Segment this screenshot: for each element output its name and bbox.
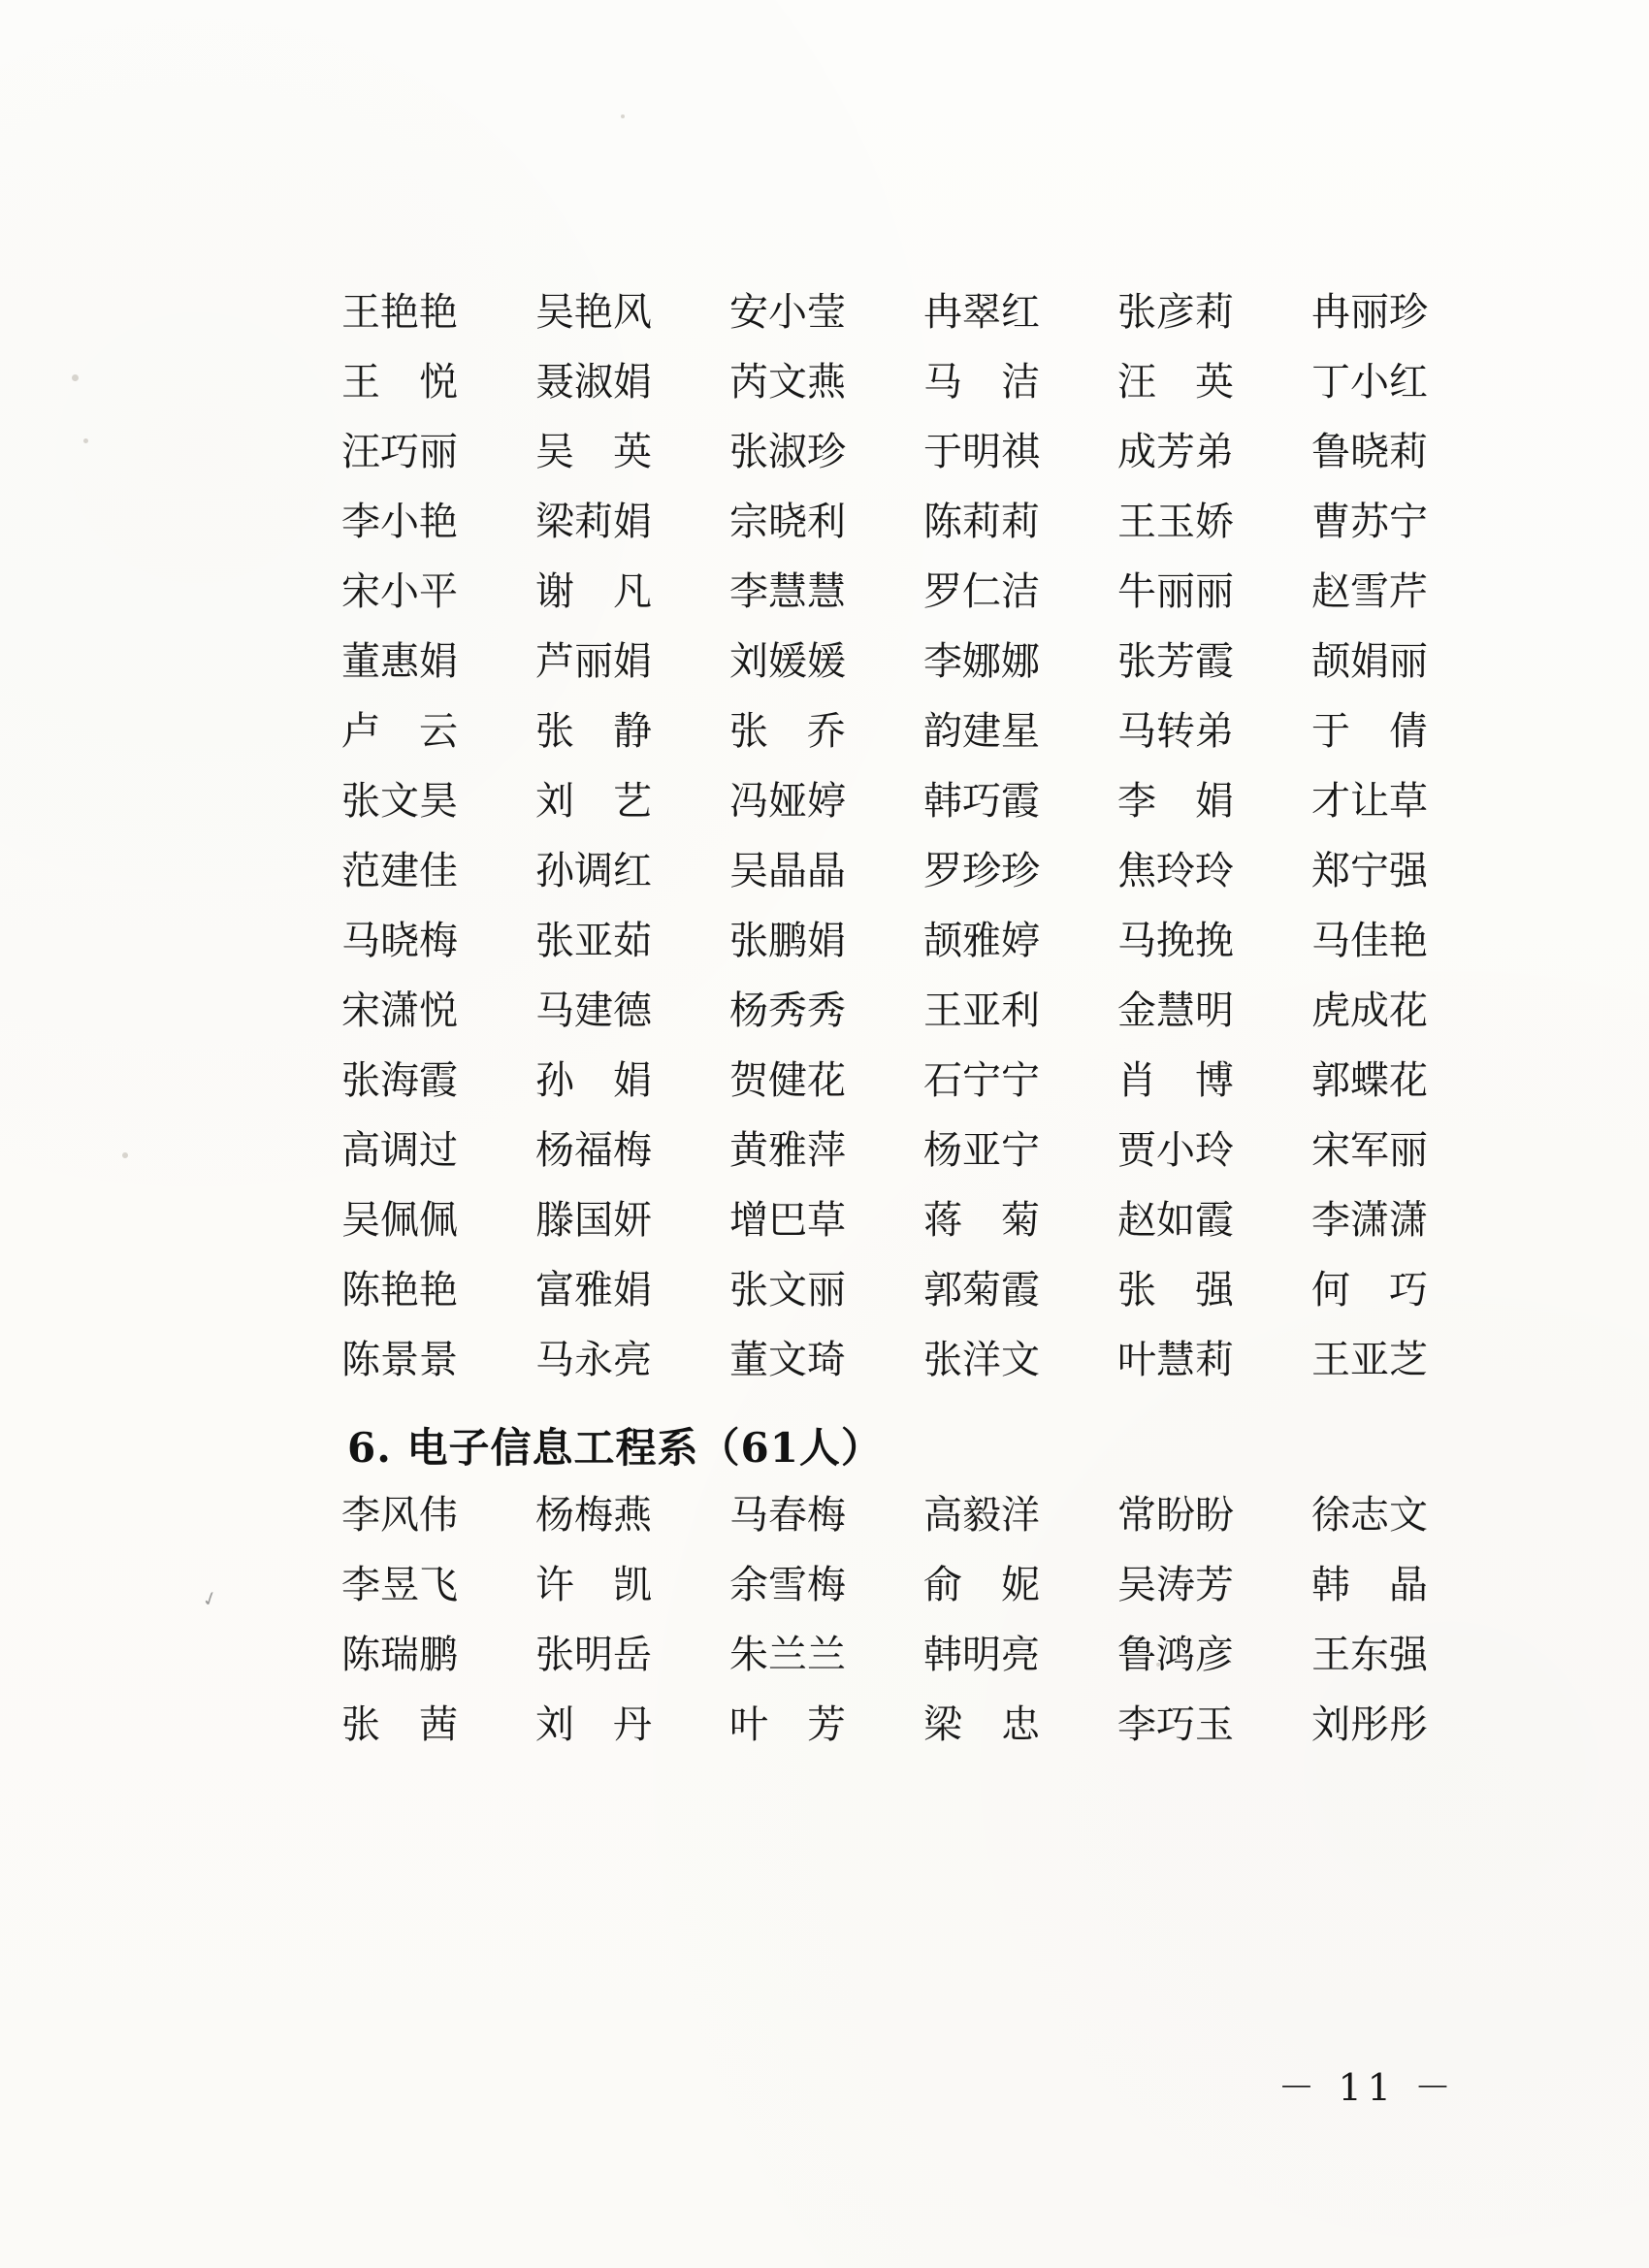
name-entry: 颉雅婷	[923, 919, 1040, 963]
name-entry: 何 巧	[1311, 1268, 1428, 1312]
name-entry: 虎成花	[1311, 988, 1428, 1033]
name-entry: 朱兰兰	[729, 1633, 846, 1677]
scan-speck	[122, 1152, 128, 1158]
name-entry: 谢 凡	[535, 569, 652, 614]
page-number: － 11 －	[1277, 2066, 1457, 2109]
name-entry: 李风伟	[341, 1493, 458, 1538]
name-entry: 聂淑娟	[535, 360, 652, 405]
name-entry: 贺健花	[729, 1058, 846, 1103]
name-entry: 吴涛芳	[1117, 1563, 1234, 1607]
name-entry: 马挽挽	[1117, 919, 1234, 963]
name-entry: 李昱飞	[341, 1563, 458, 1607]
name-entry: 范建佳	[341, 849, 458, 893]
name-list-continued	[341, 277, 1467, 1395]
pencil-mark: ✓	[198, 1584, 222, 1613]
name-entry: 郭蝶花	[1311, 1058, 1428, 1103]
name-entry: 增巴草	[729, 1198, 846, 1243]
name-entry: 赵雪芹	[1311, 569, 1428, 614]
name-entry: 李慧慧	[729, 569, 846, 614]
name-entry: 鲁鸿彦	[1117, 1633, 1234, 1677]
name-entry: 梁 忠	[923, 1702, 1040, 1747]
name-entry: 王东强	[1311, 1633, 1428, 1677]
scan-speck	[83, 438, 88, 443]
name-entry: 董文琦	[729, 1338, 846, 1382]
name-entry: 杨福梅	[535, 1128, 652, 1173]
name-entry: 石宁宁	[923, 1058, 1040, 1103]
name-entry: 董惠娟	[341, 639, 458, 684]
name-entry: 汪 英	[1117, 360, 1234, 405]
name-entry: 李 娟	[1117, 779, 1234, 824]
name-entry: 冉丽珍	[1311, 290, 1428, 335]
name-entry: 张彦莉	[1117, 290, 1234, 335]
name-entry: 张鹏娟	[729, 919, 846, 963]
name-entry: 颉娟丽	[1311, 639, 1428, 684]
name-entry: 张 茜	[341, 1702, 458, 1747]
name-entry: 宋军丽	[1311, 1128, 1428, 1173]
name-entry: 宋潇悦	[341, 988, 458, 1033]
name-entry: 叶慧莉	[1117, 1338, 1234, 1382]
name-entry: 杨亚宁	[923, 1128, 1040, 1173]
scan-speck	[621, 114, 625, 118]
name-entry: 陈莉莉	[923, 500, 1040, 544]
name-entry: 孙调红	[535, 849, 652, 893]
name-entry: 李娜娜	[923, 639, 1040, 684]
name-entry: 杨梅燕	[535, 1493, 652, 1538]
name-entry: 张洋文	[923, 1338, 1040, 1382]
name-entry: 张明岳	[535, 1633, 652, 1677]
name-entry: 韩明亮	[923, 1633, 1040, 1677]
name-entry: 张 乔	[729, 709, 846, 754]
name-entry: 卢 云	[341, 709, 458, 754]
name-entry: 刘媛媛	[729, 639, 846, 684]
name-entry: 马春梅	[729, 1493, 846, 1538]
name-entry: 吴晶晶	[729, 849, 846, 893]
name-entry: 赵如霞	[1117, 1198, 1234, 1243]
name-entry: 俞 妮	[923, 1563, 1040, 1607]
name-entry: 张 静	[535, 709, 652, 754]
name-entry: 陈瑞鹏	[341, 1633, 458, 1677]
name-entry: 刘 丹	[535, 1702, 652, 1747]
name-entry: 徐志文	[1311, 1493, 1428, 1538]
name-entry: 曹苏宁	[1311, 500, 1428, 544]
name-entry: 张文丽	[729, 1268, 846, 1312]
name-entry: 张 强	[1117, 1268, 1234, 1312]
name-entry: 韩 晶	[1311, 1563, 1428, 1607]
name-entry: 金慧明	[1117, 988, 1234, 1033]
name-entry: 李潇潇	[1311, 1198, 1428, 1243]
name-entry: 宋小平	[341, 569, 458, 614]
name-grid	[341, 1480, 1467, 1760]
name-entry: 马建德	[535, 988, 652, 1033]
name-entry: 张文昊	[341, 779, 458, 824]
name-entry: 王亚芝	[1311, 1338, 1428, 1382]
name-entry: 才让草	[1311, 779, 1428, 824]
name-entry: 芮文燕	[729, 360, 846, 405]
name-entry: 韩巧霞	[923, 779, 1040, 824]
name-entry: 张海霞	[341, 1058, 458, 1103]
name-entry: 许 凯	[535, 1563, 652, 1607]
name-entry: 蒋 菊	[923, 1198, 1040, 1243]
name-entry: 常盼盼	[1117, 1493, 1234, 1538]
name-entry: 于明祺	[923, 430, 1040, 474]
name-entry: 马 洁	[923, 360, 1040, 405]
name-entry: 高调过	[341, 1128, 458, 1173]
name-entry: 富雅娟	[535, 1268, 652, 1312]
name-entry: 叶 芳	[729, 1702, 846, 1747]
name-entry: 张亚茹	[535, 919, 652, 963]
name-entry: 冉翠红	[923, 290, 1040, 335]
name-entry: 高毅洋	[923, 1493, 1040, 1538]
name-entry: 罗仁洁	[923, 569, 1040, 614]
name-entry: 丁小红	[1311, 360, 1428, 405]
name-entry: 孙 娟	[535, 1058, 652, 1103]
name-entry: 肖 博	[1117, 1058, 1234, 1103]
name-grid	[341, 277, 1467, 1395]
name-entry: 陈景景	[341, 1338, 458, 1382]
name-entry: 刘彤彤	[1311, 1702, 1428, 1747]
name-list-section-6	[341, 1480, 1467, 1760]
document-body	[341, 277, 1467, 1760]
name-entry: 马永亮	[535, 1338, 652, 1382]
scan-speck	[72, 374, 79, 381]
name-entry: 芦丽娟	[535, 639, 652, 684]
name-entry: 马佳艳	[1311, 919, 1428, 963]
name-entry: 吴艳风	[535, 290, 652, 335]
section-heading-electronic-information: 6. 电子信息工程系（61人）	[347, 1424, 883, 1472]
name-entry: 马晓梅	[341, 919, 458, 963]
name-entry: 吴 英	[535, 430, 652, 474]
name-entry: 王 悦	[341, 360, 458, 405]
name-entry: 韵建星	[923, 709, 1040, 754]
name-entry: 黄雅萍	[729, 1128, 846, 1173]
name-entry: 王玉娇	[1117, 500, 1234, 544]
name-entry: 汪巧丽	[341, 430, 458, 474]
name-entry: 王亚利	[923, 988, 1040, 1033]
name-entry: 马转弟	[1117, 709, 1234, 754]
name-entry: 余雪梅	[729, 1563, 846, 1607]
name-entry: 李巧玉	[1117, 1702, 1234, 1747]
name-entry: 张芳霞	[1117, 639, 1234, 684]
name-entry: 鲁晓莉	[1311, 430, 1428, 474]
name-entry: 郑宁强	[1311, 849, 1428, 893]
name-entry: 滕国妍	[535, 1198, 652, 1243]
name-entry: 刘 艺	[535, 779, 652, 824]
name-entry: 吴佩佩	[341, 1198, 458, 1243]
name-entry: 杨秀秀	[729, 988, 846, 1033]
name-entry: 陈艳艳	[341, 1268, 458, 1312]
name-entry: 梁莉娟	[535, 500, 652, 544]
name-entry: 安小莹	[729, 290, 846, 335]
name-entry: 张淑珍	[729, 430, 846, 474]
name-entry: 罗珍珍	[923, 849, 1040, 893]
name-entry: 贾小玲	[1117, 1128, 1234, 1173]
name-entry: 焦玲玲	[1117, 849, 1234, 893]
name-entry: 李小艳	[341, 500, 458, 544]
name-entry: 王艳艳	[341, 290, 458, 335]
name-entry: 冯娅婷	[729, 779, 846, 824]
name-entry: 于 倩	[1311, 709, 1428, 754]
name-entry: 牛丽丽	[1117, 569, 1234, 614]
name-entry: 郭菊霞	[923, 1268, 1040, 1312]
name-entry: 成芳弟	[1117, 430, 1234, 474]
name-entry: 宗晓利	[729, 500, 846, 544]
